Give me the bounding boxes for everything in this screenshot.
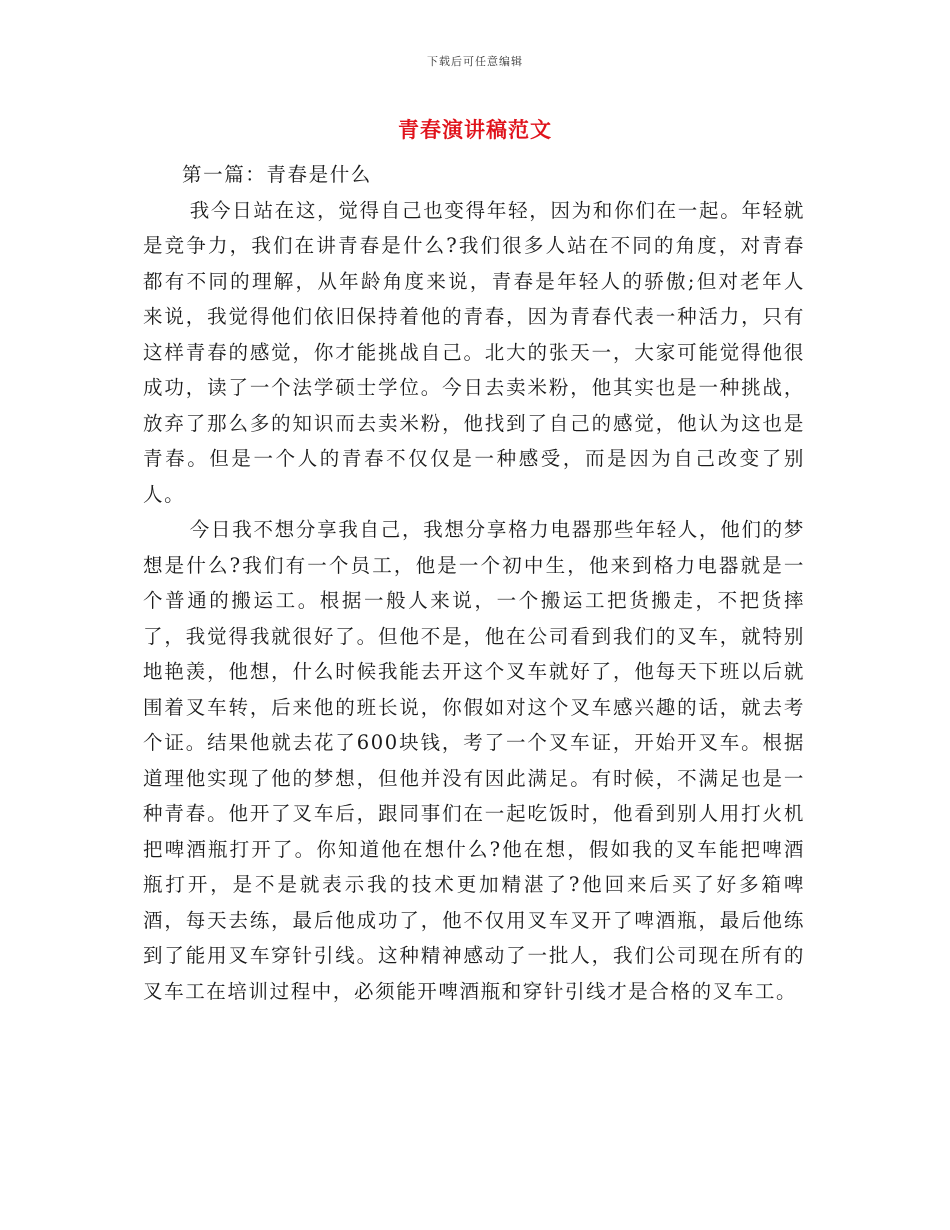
document-body: [143, 157, 805, 1009]
document-title: 青春演讲稿范文: [398, 117, 552, 142]
section-heading: 第一篇：青春是什么: [182, 163, 372, 186]
paragraph-1: 我今日站在这，觉得自己也变得年轻，因为和你们在一起。年轻就是竞争力，我们在讲青春是什么?我们很多人站在不同的角度，对青春都有不同的理解，从年龄角度来说，青春是年轻人的骄傲;但对老年人来说，我觉得他们依旧保持着他的青春，因为青春代表一种活力，只有这样青春的感觉，你才能挑战自己。北大的张天一，大家可能觉得他很成功，读了一个法学硕士学位。今日去卖米粉，他其实也是一种挑战，放弃了那么多的知识而去卖米粉，他找到了自己的感觉，他认为这也是青春。但是一个人的青春不仅仅是一种感受，而是因为自己改变了别人。: [143, 198, 805, 506]
header-note: 下载后可任意编辑: [427, 55, 523, 68]
paragraph-2: 今日我不想分享我自己，我想分享格力电器那些年轻人，他们的梦想是什么?我们有一个员工，他是一个初中生，他来到格力电器就是一个普通的搬运工。根据一般人来说，一个搬运工把货搬走，不把货摔了，我觉得我就很好了。但他不是，他在公司看到我们的叉车，就特别地艳羡，他想，什么时候我能去开这个叉车就好了，他每天下班以后就围着叉车转，后来他的班长说，你假如对这个叉车感兴趣的话，就去考个证。结果他就去花了600块钱，考了一个叉车证，开始开叉车。根据道理他实现了他的梦想，但他并没有因此满足。有时候，不满足也是一种青春。他开了叉车后，跟同事们在一起吃饭时，他看到别人用打火机把啤酒瓶打开了。你知道他在想什么?他在想，假如我的叉车能把啤酒瓶打开，是不是就表示我的技术更加精湛了?他回来后买了好多箱啤酒，每天去练，最后他成功了，他不仅用叉车叉开了啤酒瓶，最后他练到了能用叉车穿针引线。这种精神感动了一批人，我们公司现在所有的叉车工在培训过程中，必须能开啤酒瓶和穿针引线才是合格的叉车工。: [143, 518, 805, 1003]
